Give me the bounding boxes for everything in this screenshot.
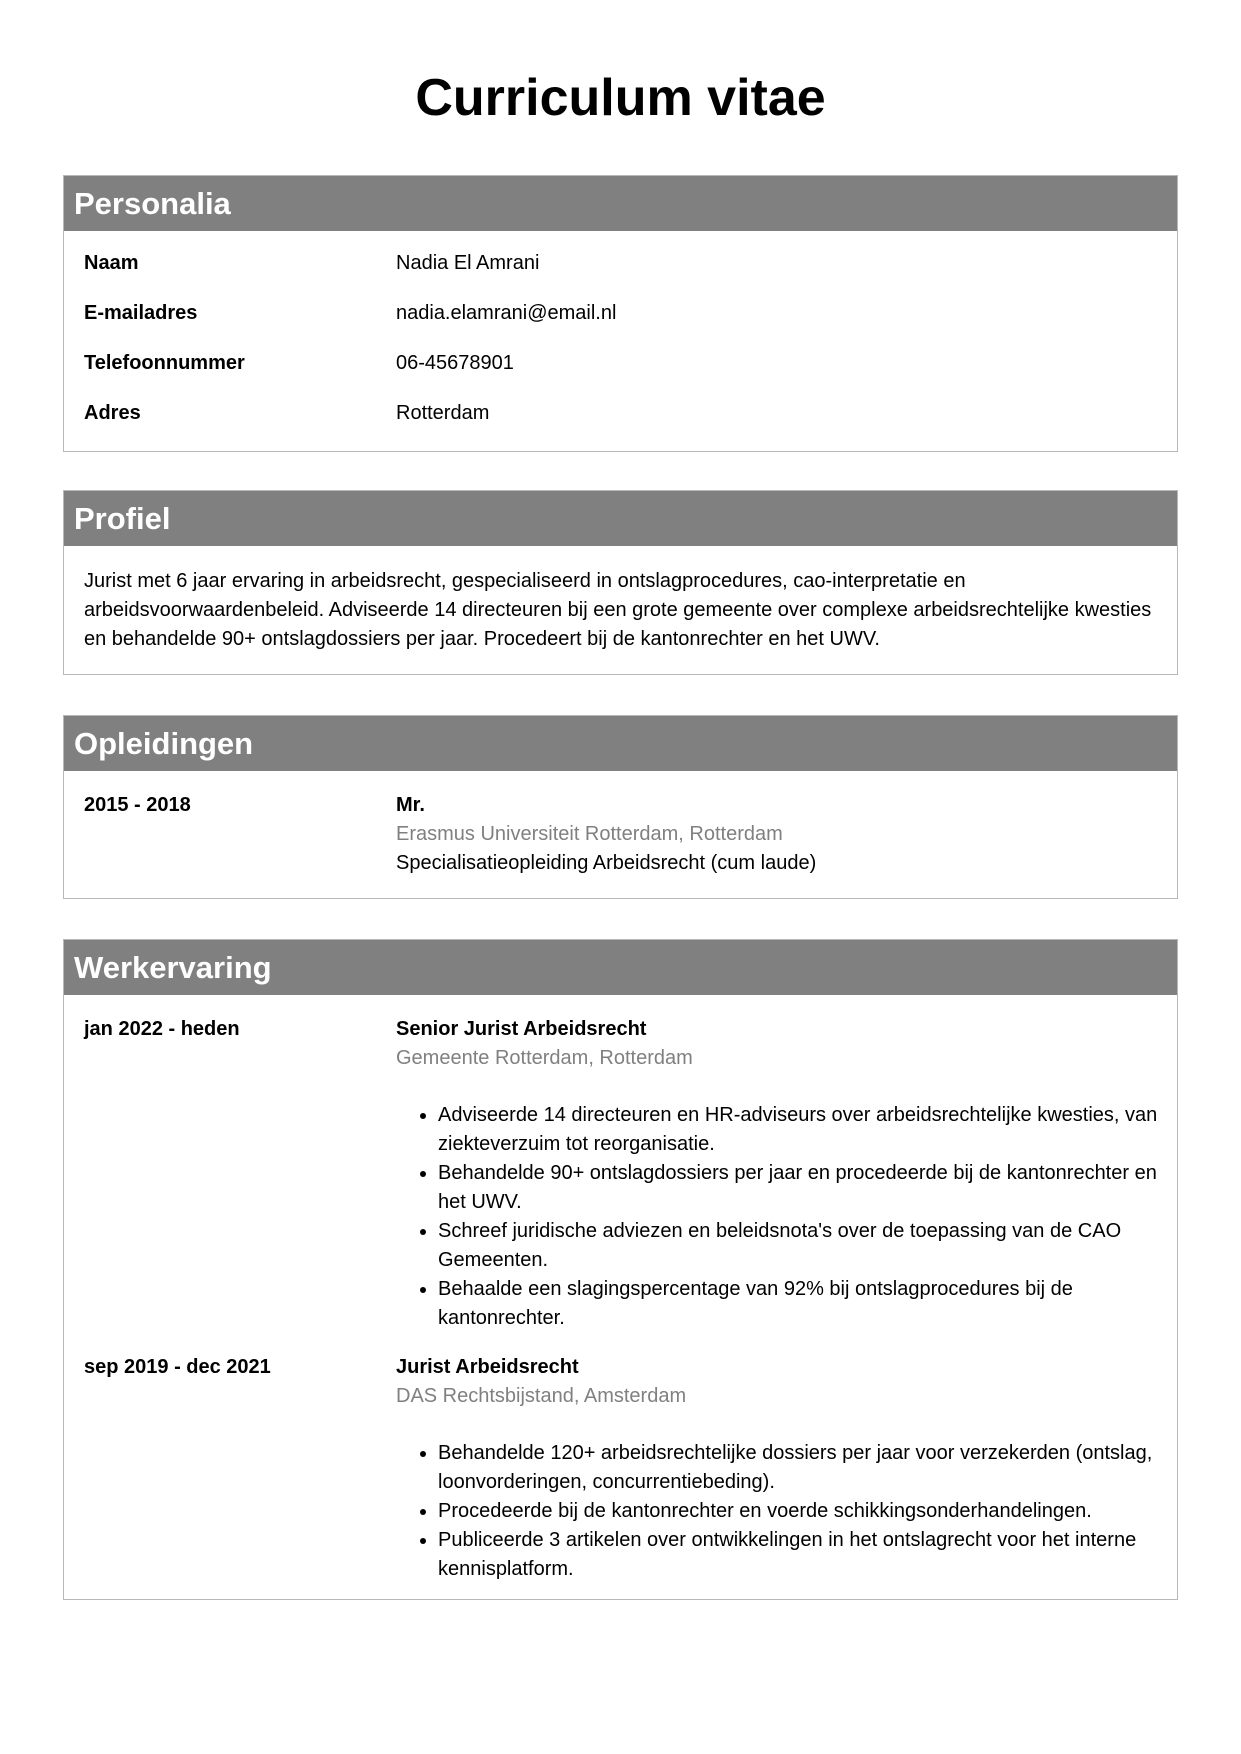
personalia-row-adres <box>64 399 1177 449</box>
education-entry <box>64 771 1177 878</box>
value-email: nadia.elamrani@email.nl <box>396 302 617 324</box>
list-item: • Adviseerde 14 directeuren en HR-adviseurs over arbeidsrechtelijke kwesties, van ziekteverzuim tot reorganisatie. <box>438 1101 1177 1159</box>
section-header-werkervaring: Werkervaring <box>64 940 1177 995</box>
section-header-personalia: Personalia <box>64 176 1177 231</box>
label-adres: Adres <box>84 402 141 424</box>
label-telefoon: Telefoonnummer <box>84 352 245 374</box>
work-entry <box>64 1333 1177 1584</box>
list-item: • Procedeerde bij de kantonrechter en voerde schikkingsonderhandelingen. <box>438 1497 1177 1526</box>
label-naam: Naam <box>84 252 139 274</box>
list-item: • Schreef juridische adviezen en beleidsnota's over de toepassing van de CAO Gemeenten. <box>438 1217 1177 1275</box>
work-bullets <box>396 1439 1177 1584</box>
section-werkervaring <box>63 939 1178 1600</box>
work-employer: Gemeente Rotterdam, Rotterdam <box>396 1047 693 1069</box>
work-period: jan 2022 - heden <box>84 1018 240 1040</box>
section-opleidingen <box>63 715 1178 899</box>
profile-text: Jurist met 6 jaar ervaring in arbeidsrecht, gespecialiseerd in ontslagprocedures, cao-interpretatie en arbeidsvoorwaardenbeleid. Adviseerde 14 directeuren bij een grote gemeente over complexe arbeidsrechtelijke kwesties en behandelde 90+ ontslagdossiers per jaar. Procedeert bij de kantonrechter en het UWV. <box>84 570 1152 650</box>
work-bullets <box>396 1101 1177 1333</box>
work-title: Jurist Arbeidsrecht <box>396 1356 579 1378</box>
list-item: • Behandelde 120+ arbeidsrechtelijke dossiers per jaar voor verzekerden (ontslag, loonvorderingen, concurrentiebeding). <box>438 1439 1177 1497</box>
value-telefoon: 06-45678901 <box>396 352 514 374</box>
work-period: sep 2019 - dec 2021 <box>84 1356 271 1378</box>
section-header-opleidingen: Opleidingen <box>64 716 1177 771</box>
list-item: • Behandelde 90+ ontslagdossiers per jaar en procedeerde bij de kantonrechter en het UWV. <box>438 1159 1177 1217</box>
education-period: 2015 - 2018 <box>84 794 191 816</box>
work-title: Senior Jurist Arbeidsrecht <box>396 1018 647 1040</box>
education-institution: Erasmus Universiteit Rotterdam, Rotterdam <box>396 823 783 845</box>
list-item: • Publiceerde 3 artikelen over ontwikkelingen in het ontslagrecht voor het interne kennisplatform. <box>438 1526 1177 1584</box>
education-title: Mr. <box>396 794 425 816</box>
personalia-row-telefoon <box>64 349 1177 399</box>
value-adres: Rotterdam <box>396 402 490 424</box>
personalia-row-naam <box>64 249 1177 299</box>
work-entry <box>64 995 1177 1333</box>
value-naam: Nadia El Amrani <box>396 252 540 274</box>
personalia-row-email <box>64 299 1177 349</box>
label-email: E-mailadres <box>84 302 198 324</box>
page-title: Curriculum vitae <box>415 69 826 127</box>
work-employer: DAS Rechtsbijstand, Amsterdam <box>396 1385 687 1407</box>
section-personalia <box>63 175 1178 452</box>
section-profiel <box>63 490 1178 675</box>
list-item: • Behaalde een slagingspercentage van 92% bij ontslagprocedures bij de kantonrechter. <box>438 1275 1177 1333</box>
section-header-profiel: Profiel <box>64 491 1177 546</box>
education-description: Specialisatieopleiding Arbeidsrecht (cum laude) <box>396 852 817 874</box>
